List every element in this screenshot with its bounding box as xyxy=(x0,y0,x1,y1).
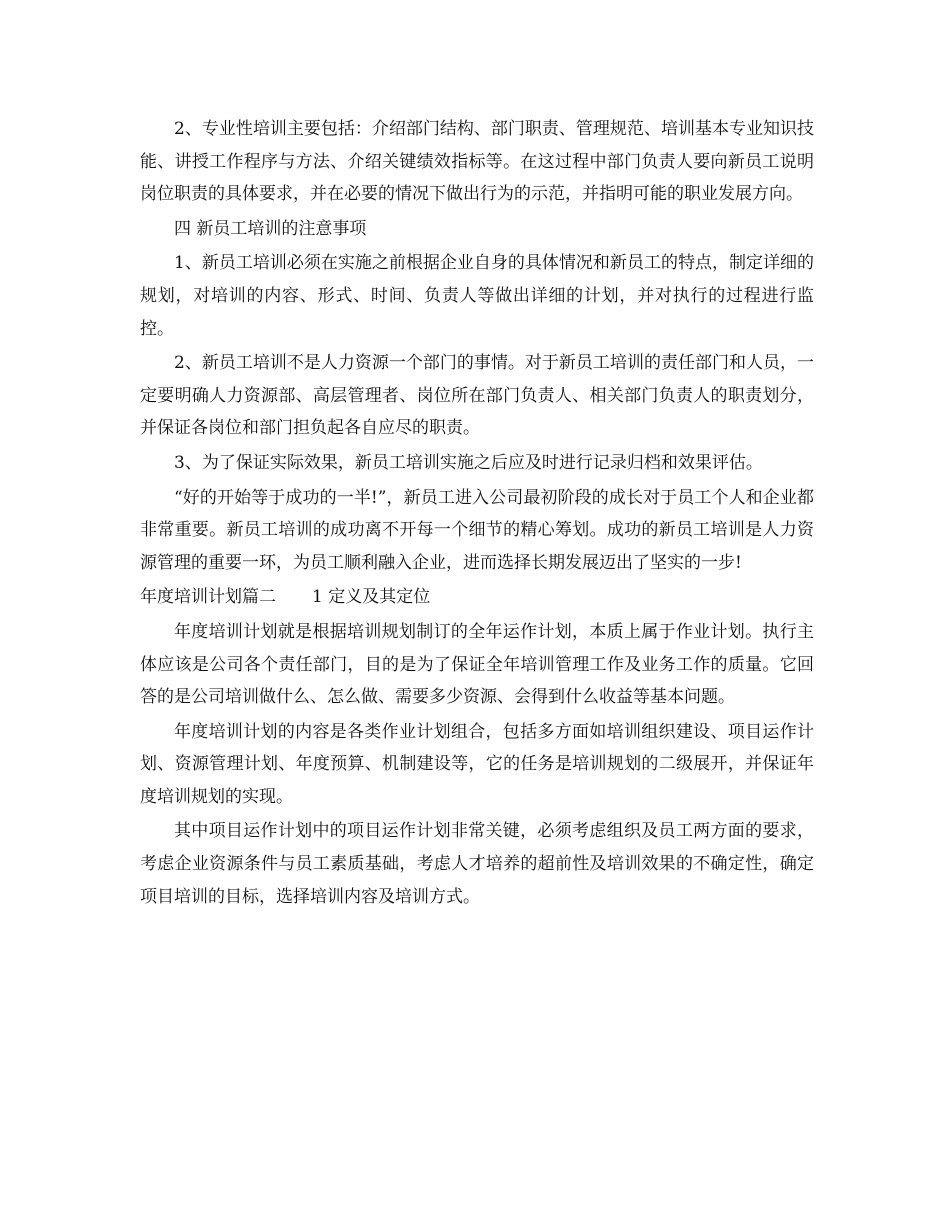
paragraph-note-2: 2、新员工培训不是人力资源一个部门的事情。对于新员工培训的责任部门和人员，一定要明确人力资源部、高层管理者、岗位所在部门负责人、相关部门负责人的职责划分，并保证各岗位和部门担负起各自应尽的职责。 xyxy=(140,353,814,439)
section-title: 年度培训计划篇二 xyxy=(140,587,276,608)
paragraph-professional-training: 2、专业性培训主要包括：介绍部门结构、部门职责、管理规范、培训基本专业知识技能、讲授工作程序与方法、介绍关键绩效指标等。在这过程中部门负责人要向新员工说明岗位职责的具体要求，并在必要的情况下做出行为的示范，并指明可能的职业发展方向。 xyxy=(140,119,814,205)
paragraph-conclusion: “好的开始等于成功的一半!”，新员工进入公司最初阶段的成长对于员工个人和企业都非常重要。新员工培训的成功离不开每一个细节的精心筹划。成功的新员工培训是人力资源管理的重要一环，为员工顺利融入企业，进而选择长期发展迈出了坚实的一步! xyxy=(140,487,814,573)
paragraph-definition: 年度培训计划就是根据培训规划制订的全年运作计划，本质上属于作业计划。执行主体应该是公司各个责任部门，目的是为了保证全年培训管理工作及业务工作的质量。它回答的是公司培训做什么、怎么做、需要多少资源、会得到什么收益等基本问题。 xyxy=(140,621,814,708)
section-heading xyxy=(140,581,814,614)
paragraph-project-plan: 其中项目运作计划中的项目运作计划非常关键，必须考虑组织及员工两方面的要求，考虑企业资源条件与员工素质基础，考虑人才培养的超前性及培训效果的不确定性，确定项目培训的目标，选择培训内容及培训方式。 xyxy=(140,821,814,907)
section-subtitle: 1 定义及其定位 xyxy=(312,587,431,608)
paragraph-note-1: 1、新员工培训必须在实施之前根据企业自身的具体情况和新员工的特点，制定详细的规划，对培训的内容、形式、时间、负责人等做出详细的计划，并对执行的过程进行监控。 xyxy=(140,253,814,339)
paragraph-contents: 年度培训计划的内容是各类作业计划组合，包括多方面如培训组织建设、项目运作计划、资源管理计划、年度预算、机制建设等，它的任务是培训规划的二级展开，并保证年度培训规划的实现。 xyxy=(140,721,814,807)
paragraph-note-3: 3、为了保证实际效果，新员工培训实施之后应及时进行记录归档和效果评估。 xyxy=(174,452,763,473)
document-body xyxy=(140,113,814,913)
heading-notes: 四 新员工培训的注意事项 xyxy=(174,218,367,239)
